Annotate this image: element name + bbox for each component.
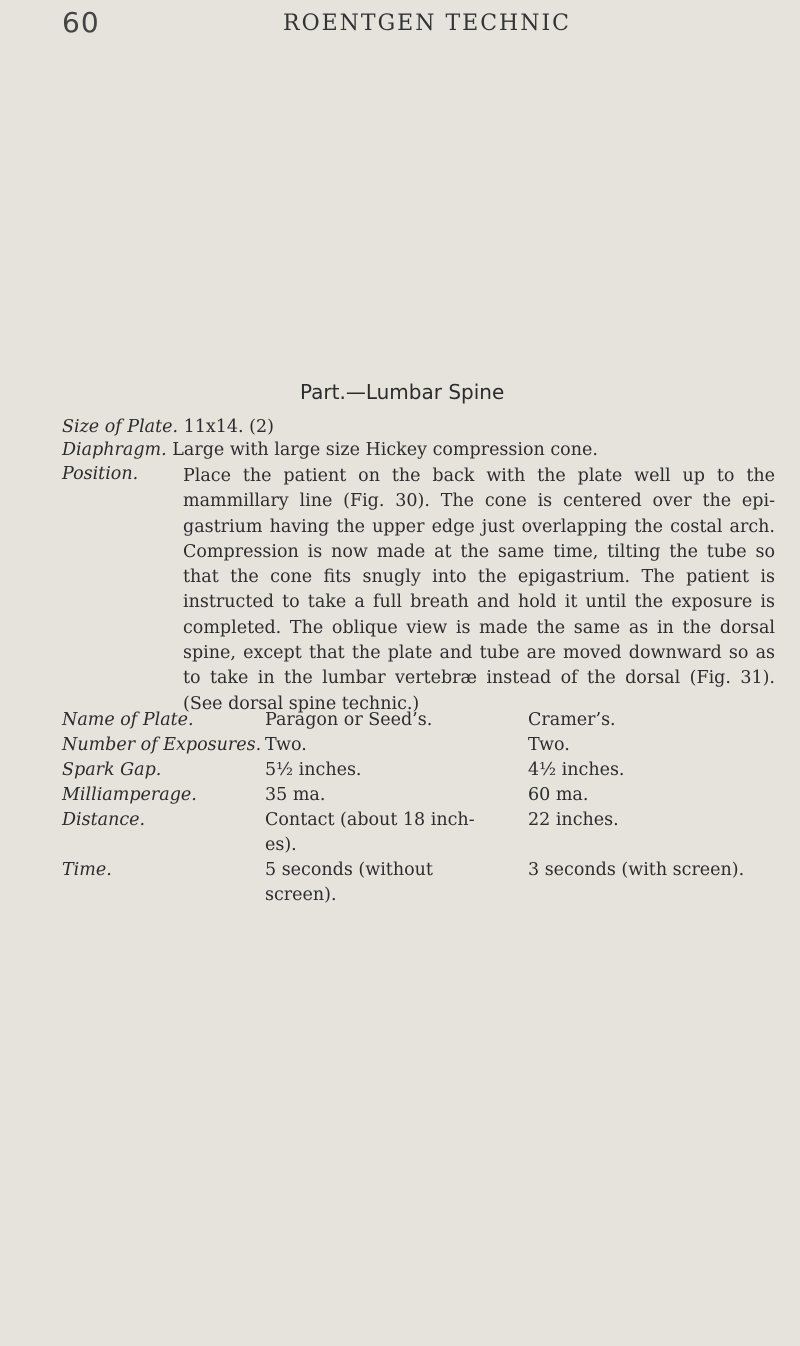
- table-row-label: Name of Plate.: [62, 710, 194, 730]
- table-row-label: Milliamperage.: [62, 785, 197, 805]
- size-of-plate-value: 11x14. (2): [183, 417, 274, 437]
- position-label: Position.: [62, 464, 139, 484]
- table-cell-cramer: Cramer’s.: [528, 710, 616, 730]
- diaphragm-label: Diaphragm.: [62, 440, 167, 460]
- table-cell-paragon: Paragon or Seed’s.: [265, 710, 433, 730]
- table-cell-cramer: 4½ inches.: [528, 760, 625, 780]
- table-cell-paragon: 5½ inches.: [265, 760, 362, 780]
- size-of-plate-line: [62, 417, 274, 437]
- running-head: ROENTGEN TECHNIC: [283, 11, 571, 36]
- section-title: Part.—Lumbar Spine: [300, 380, 505, 404]
- table-row-label: Time.: [62, 860, 112, 880]
- table-row-label: Spark Gap.: [62, 760, 162, 780]
- table-row-label: Distance.: [62, 810, 146, 830]
- table-cell-paragon: Two.: [265, 735, 307, 755]
- table-cell-paragon: 5 seconds (without screen).: [265, 860, 433, 905]
- table-row-label: Number of Exposures.: [62, 735, 262, 755]
- table-cell-paragon: 35 ma.: [265, 785, 326, 805]
- table-cell-cramer: 22 inches.: [528, 810, 619, 830]
- size-of-plate-label: Size of Plate.: [62, 417, 179, 437]
- page-number: 60: [62, 6, 100, 39]
- position-text: Place the patient on the back with the plate well up to the mammillary line (Fig. 30). The cone is centered over the epi-gastrium having the upper edge just overlapping the costal arch. Compression is now made at the same time, tilting the tube so that the cone fits snugly into the epigastrium. The patient is instructed to take a full breath and hold it until the exposure is completed. The oblique view is made the same as in the dorsal spine, except that the plate and tube are moved downward so as to take in the lumbar vertebræ instead of the dorsal (Fig. 31). (See dorsal spine technic.): [183, 466, 775, 714]
- diaphragm-value: Large with large size Hickey compression cone.: [172, 440, 598, 460]
- diaphragm-line: [62, 440, 598, 460]
- table-cell-cramer: Two.: [528, 735, 570, 755]
- table-cell-cramer: 60 ma.: [528, 785, 589, 805]
- table-cell-paragon: Contact (about 18 inch-es).: [265, 810, 475, 855]
- table-cell-cramer: 3 seconds (with screen).: [528, 860, 745, 880]
